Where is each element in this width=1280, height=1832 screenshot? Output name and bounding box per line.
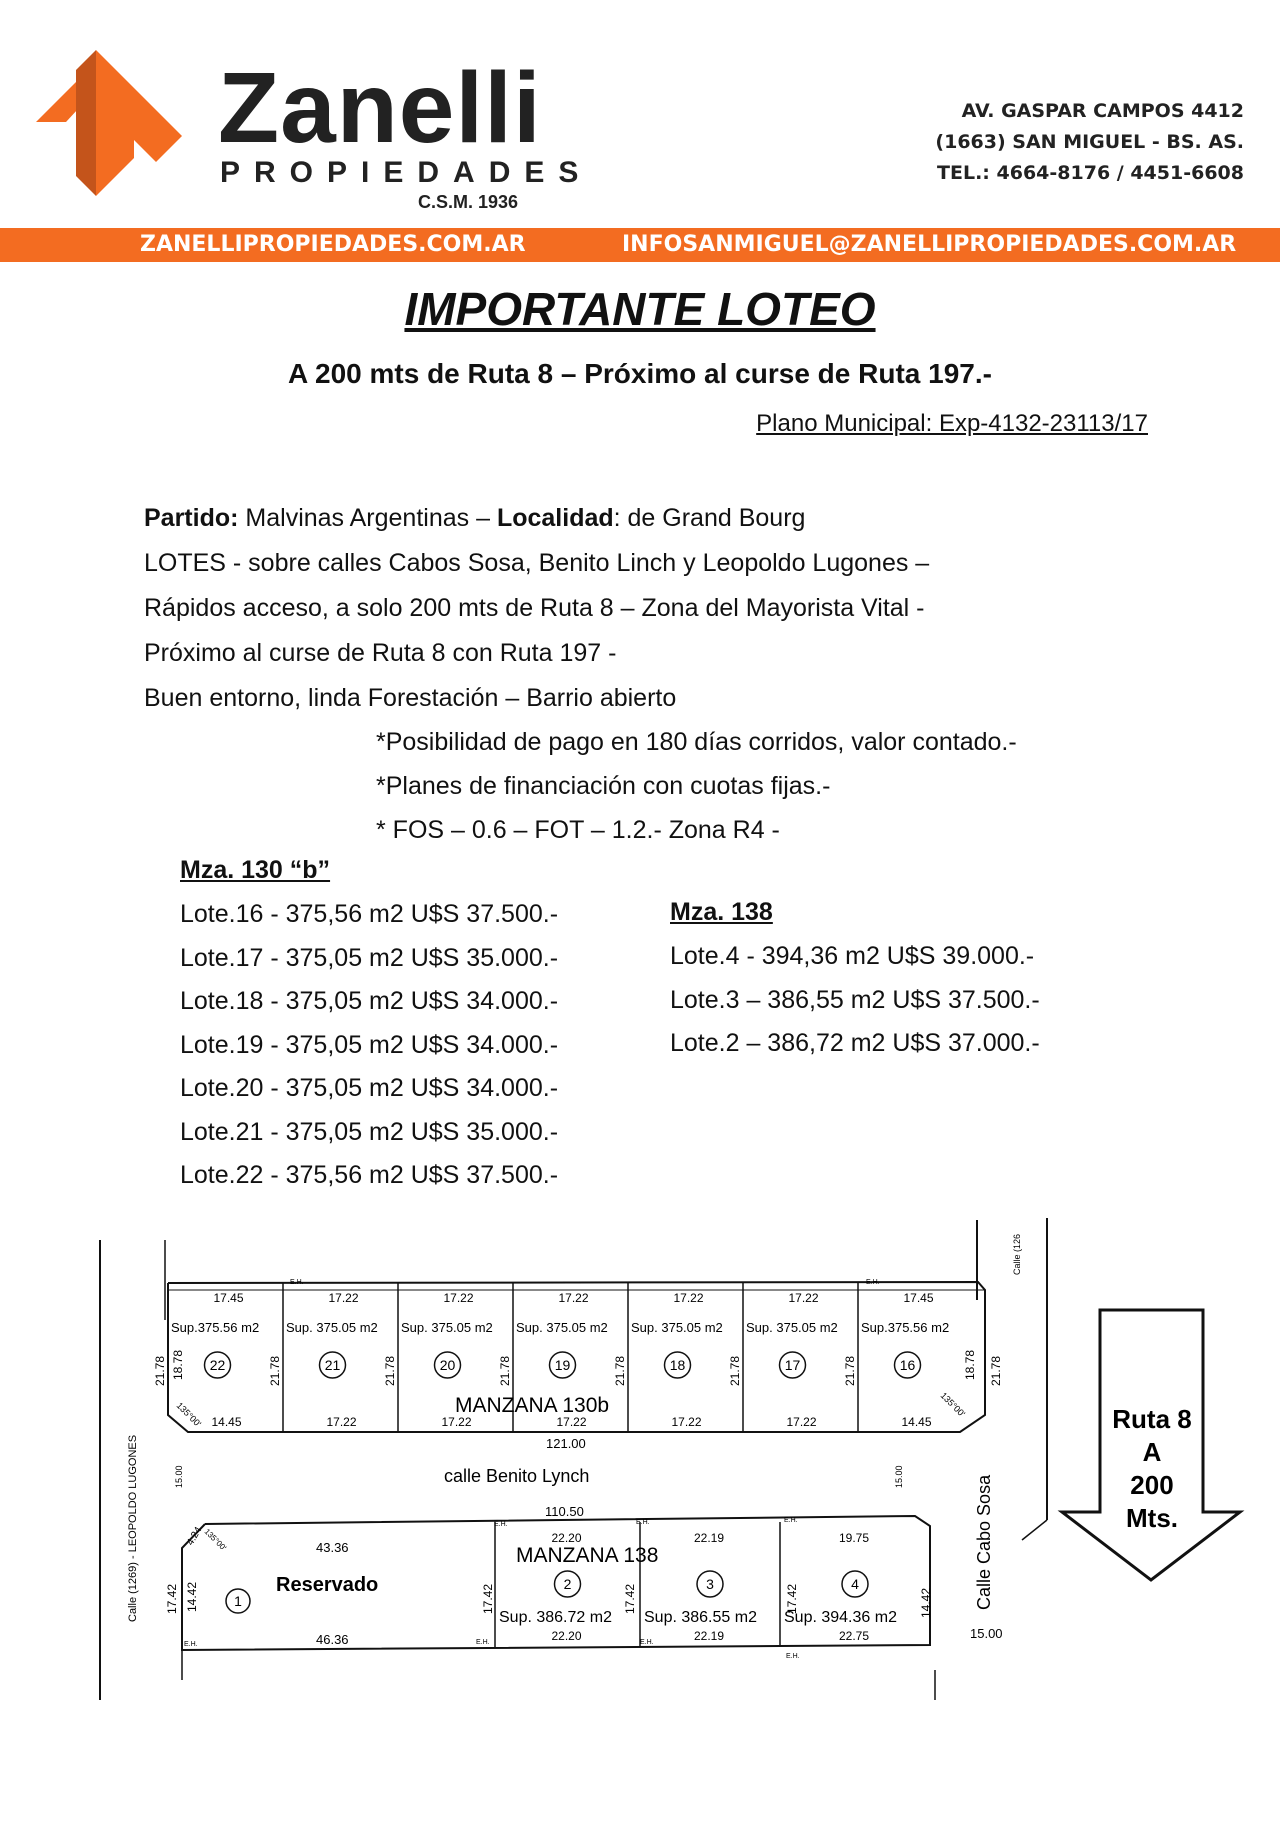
address-line: AV. GASPAR CAMPOS 4412 [961, 100, 1244, 122]
lot-depth: 21.78 [268, 1355, 282, 1386]
condition-line: *Planes de financiación con cuotas fijas.- [376, 772, 831, 800]
lot-area: Sup. 375.05 m2 [286, 1320, 378, 1335]
lot-depth: 17.42 [623, 1583, 637, 1614]
lot-area: Sup.375.56 m2 [171, 1320, 260, 1335]
eh-marker: E.H. [640, 1639, 654, 1646]
plano-reference: Plano Municipal: Exp-4132-23113/17 [756, 410, 1148, 437]
eh-marker: E.H. [784, 1517, 798, 1524]
condition-line: *Posibilidad de pago en 180 días corridos, valor contado.- [376, 728, 1017, 756]
lot-depth: 21.78 [728, 1355, 742, 1386]
lot-price-row: Lote.21 - 375,05 m2 U$S 35.000.- [180, 1117, 559, 1146]
lot-price-row: Lote.19 - 375,05 m2 U$S 34.000.- [180, 1030, 559, 1059]
contact-address [935, 96, 1244, 189]
lot-depth: 21.78 [989, 1355, 1003, 1386]
arrow-label: Mts. [1126, 1503, 1178, 1533]
lot-number: 3 [706, 1576, 714, 1592]
lot-back-length: 14.45 [901, 1415, 932, 1429]
lot-price-row: Lote.16 - 375,56 m2 U$S 37.500.- [180, 900, 559, 928]
arrow-label: Ruta 8 [1112, 1404, 1192, 1434]
lot-area: Sup.375.56 m2 [861, 1320, 950, 1335]
eh-marker: E.H. [636, 1519, 650, 1526]
detail-line: Buen entorno, linda Forestación – Barrio abierto [144, 684, 677, 712]
condition-line: * FOS – 0.6 – FOT – 1.2.- Zona R4 - [376, 816, 780, 844]
lot-depth: 21.78 [843, 1355, 857, 1386]
lot-back-length: 17.22 [786, 1415, 817, 1429]
lot-back-length: 14.45 [211, 1415, 242, 1429]
lot-price-row: Lote.20 - 375,05 m2 U$S 34.000.- [180, 1074, 559, 1102]
lot-back-length: 22.75 [839, 1629, 870, 1643]
detail-line: LOTES - sobre calles Cabos Sosa, Benito Linch y Leopoldo Lugones – [144, 549, 930, 577]
mza138-list [670, 898, 1040, 1066]
mz138-lot-dividers [495, 1522, 780, 1647]
eh-marker: E.H. [184, 1641, 198, 1648]
map-street-line [1022, 1520, 1047, 1540]
reserved-label: Reservado [276, 1574, 379, 1596]
lot-front-length: 17.22 [328, 1291, 359, 1305]
lot-number: 20 [439, 1357, 456, 1373]
reserved-top-length: 43.36 [316, 1540, 349, 1555]
lot-back-length: 17.22 [556, 1415, 587, 1429]
lot-number: 2 [563, 1576, 572, 1592]
arrow-label: A [1142, 1437, 1162, 1467]
street-top: Calle (126 [1012, 1233, 1022, 1275]
chamfer-angle: 135°00' [202, 1527, 229, 1553]
lot-depth-corner: 18.78 [963, 1349, 977, 1380]
localidad-label: Localidad [496, 504, 614, 532]
lot-price-row: Lote.4 - 394,36 m2 U$S 39.000.- [670, 942, 1035, 970]
lot-number: 18 [669, 1357, 686, 1373]
mza130-list [180, 856, 558, 1198]
mz138-label: MANZANA 138 [516, 1544, 659, 1567]
street-width-bottom: 15.00 [970, 1626, 1003, 1641]
street-width-right: 15.00 [894, 1465, 904, 1488]
lot-front-length: 19.75 [839, 1531, 870, 1545]
zanelli-logo-icon [36, 50, 186, 210]
page-title: IMPORTANTE LOTEO [404, 283, 876, 335]
lot-back-length: 17.22 [326, 1415, 357, 1429]
localidad-value: : de Grand Bourg [613, 504, 806, 532]
partido-value: Malvinas Argentinas – [245, 504, 490, 532]
lot-front-length: 22.20 [551, 1531, 582, 1545]
mza138-title: Mza. 138 [670, 898, 773, 926]
eh-marker: E.H. [786, 1653, 800, 1660]
eh-marker: E.H. [290, 1279, 304, 1286]
lot-price-row: Lote.18 - 375,05 m2 U$S 34.000.- [180, 987, 559, 1015]
lot-front-length: 17.22 [558, 1291, 589, 1305]
arrow-label: 200 [1130, 1470, 1174, 1500]
partido-label: Partido: [144, 504, 239, 532]
lot-number: 4 [851, 1576, 859, 1592]
lot-front-length: 17.22 [788, 1291, 819, 1305]
lot-depth: 21.78 [153, 1355, 167, 1386]
page-subtitle: A 200 mts de Ruta 8 – Próximo al curse de Ruta 197.- [288, 358, 992, 389]
chamfer-length: 4.24 [185, 1525, 205, 1548]
lot-depth-corner: 14.42 [919, 1587, 933, 1618]
lot-price-row: Lote.17 - 375,05 m2 U$S 35.000.- [180, 943, 559, 972]
detail-line: Próximo al curse de Ruta 8 con Ruta 197 - [144, 639, 617, 667]
mz130-label: MANZANA 130b [455, 1394, 610, 1417]
eh-marker: E.H. [476, 1639, 490, 1646]
mza130-title: Mza. 130 “b” [180, 856, 331, 884]
chamfer-angle: 135°00' [174, 1400, 204, 1429]
chamfer-angle: 135°00' [938, 1390, 968, 1419]
lot-number: 17 [784, 1357, 801, 1373]
lot-depth: 17.42 [481, 1583, 495, 1614]
lot-back-length: 22.19 [694, 1629, 725, 1643]
lot-depth: 17.42 [165, 1583, 179, 1614]
lot-area: Sup. 386.72 m2 [499, 1609, 612, 1626]
lot-area: Sup. 394.36 m2 [784, 1609, 897, 1626]
lot-depth: 17.42 [785, 1583, 799, 1614]
lot-area: Sup. 375.05 m2 [631, 1320, 723, 1335]
partido-line [144, 496, 929, 541]
lot-price-row: Lote.3 – 386,55 m2 U$S 37.500.- [670, 985, 1040, 1014]
lot-front-length: 22.19 [694, 1531, 725, 1545]
lot-number: 19 [554, 1357, 571, 1373]
subdivision-map [0, 1210, 1280, 1730]
lot-number: 21 [324, 1357, 341, 1373]
website-link[interactable]: ZANELLIPROPIEDADES.COM.AR [140, 232, 526, 257]
lot-front-length: 17.22 [673, 1291, 704, 1305]
lot-area: Sup. 386.55 m2 [644, 1609, 757, 1626]
lot-price-row: Lote.2 – 386,72 m2 U$S 37.000.- [670, 1029, 1040, 1057]
address-line: (1663) SAN MIGUEL - BS. AS. [935, 131, 1244, 153]
lot-number: 1 [234, 1593, 242, 1609]
street-cabo-sosa: Calle Cabo Sosa [974, 1474, 994, 1610]
eh-marker: E.H. [866, 1279, 880, 1286]
email-link[interactable]: INFOSANMIGUEL@ZANELLIPROPIEDADES.COM.AR [622, 232, 1237, 257]
lot-back-length: 17.22 [441, 1415, 472, 1429]
detail-line: Rápidos acceso, a solo 200 mts de Ruta 8 – Zona del Mayorista Vital - [144, 594, 925, 622]
lot-back-length: 17.22 [671, 1415, 702, 1429]
lot-area: Sup. 375.05 m2 [516, 1320, 608, 1335]
description [144, 496, 929, 721]
street-width-left: 15.00 [174, 1465, 184, 1488]
reserved-bottom-length: 46.36 [316, 1632, 349, 1647]
founded-year: C.S.M. 1936 [418, 192, 519, 212]
street-leopoldo-lugones: Calle (1269) - LEOPOLDO LUGONES [127, 1434, 139, 1622]
eh-marker: E.H. [494, 1521, 508, 1528]
lot-depth: 21.78 [613, 1355, 627, 1386]
lot-back-length: 22.20 [551, 1629, 582, 1643]
lot-number: 22 [209, 1357, 226, 1373]
brand-subtitle: PROPIEDADES [220, 156, 593, 189]
lot-front-length: 17.45 [903, 1291, 934, 1305]
lot-depth: 21.78 [383, 1355, 397, 1386]
lot-front-length: 17.45 [213, 1291, 244, 1305]
conditions [376, 720, 1017, 852]
lot-depth-corner: 18.78 [171, 1349, 185, 1380]
mz130-total-length: 121.00 [546, 1436, 586, 1451]
lot-depth: 21.78 [498, 1355, 512, 1386]
mza130-lots [180, 893, 558, 1198]
lot-area: Sup. 375.05 m2 [746, 1320, 838, 1335]
mza138-lots [670, 935, 1040, 1066]
lot-price-row: Lote.22 - 375,56 m2 U$S 37.500.- [180, 1161, 559, 1189]
mz138-total-length: 110.50 [545, 1504, 584, 1519]
street-benito-lynch: calle Benito Lynch [444, 1466, 590, 1486]
phone-line: TEL.: 4664-8176 / 4451-6608 [937, 162, 1244, 184]
brand-name: Zanelli [218, 52, 542, 164]
lot-depth-corner: 14.42 [185, 1581, 199, 1612]
contact-band [0, 228, 1280, 262]
lot-area: Sup. 375.05 m2 [401, 1320, 493, 1335]
lot-front-length: 17.22 [443, 1291, 474, 1305]
lot-number: 16 [899, 1357, 916, 1373]
